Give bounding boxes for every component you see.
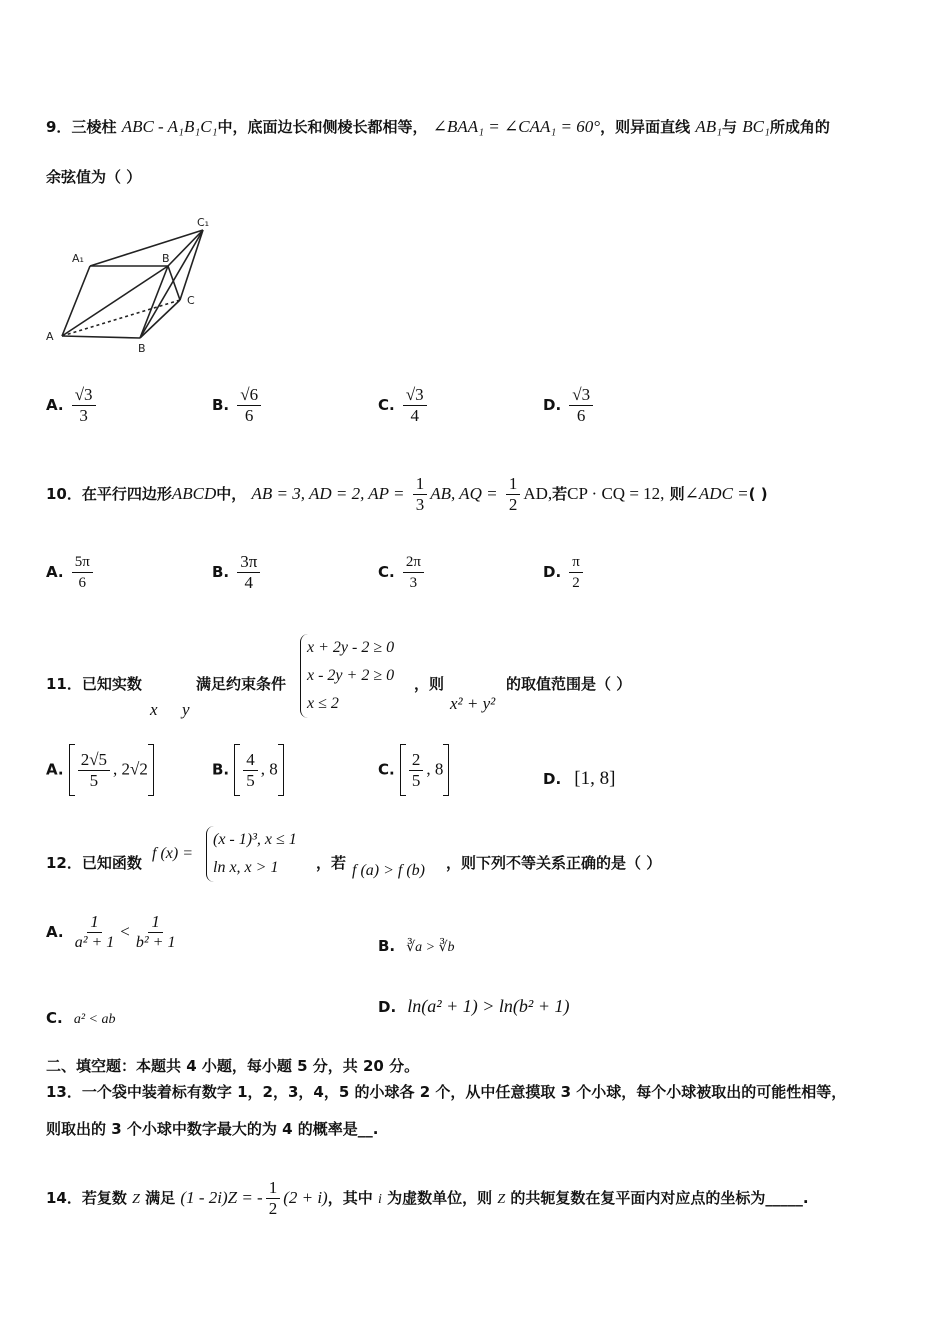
- q10-option-a-den: 6: [78, 575, 86, 591]
- q11-text-4: 的取值范围是（ ）: [506, 675, 632, 693]
- q11-expr: x² + y²: [450, 694, 496, 713]
- q9-option-c-den: 4: [410, 406, 419, 425]
- q10-option-a[interactable]: [46, 552, 96, 593]
- q11-option-a-num: 2√5: [78, 750, 110, 771]
- q12-option-a[interactable]: [46, 912, 181, 953]
- q12-option-b-text: ∛a > ∛b: [406, 940, 455, 955]
- fig-label-c1: C₁: [197, 216, 210, 229]
- q10-option-c-num: 2π: [403, 552, 424, 573]
- q9-option-b-num: √6: [237, 385, 261, 406]
- q11-option-b-den: 5: [246, 770, 255, 790]
- q11-option-c-num: 2: [409, 750, 424, 771]
- q12-option-d-label: D.: [378, 998, 397, 1016]
- fig-label-a: A: [46, 330, 54, 343]
- q10-option-b-label: B.: [212, 563, 230, 581]
- q10-option-a-num: 5π: [72, 552, 93, 573]
- fig-label-b: B: [138, 342, 146, 355]
- q14-math-2: (2 + i): [283, 1188, 328, 1207]
- q9-text-4: 与: [722, 118, 738, 136]
- q12-text-1: 已知函数: [81, 854, 142, 872]
- q11-option-b-tail: , 8: [260, 759, 278, 779]
- q9-option-a[interactable]: [46, 385, 99, 426]
- q10-option-b-den: 4: [244, 573, 254, 592]
- q9-option-c[interactable]: [378, 385, 430, 426]
- q10-math-dot: CP · CQ = 12,: [567, 484, 665, 503]
- q11-option-d-text: [1, 8]: [574, 768, 616, 789]
- q12-option-a-d1: a² + 1: [74, 934, 115, 951]
- q10-frac1-num: 1: [413, 474, 428, 495]
- q14-var-z2: Z: [497, 1192, 506, 1207]
- prism-figure: [40, 212, 230, 357]
- q12-option-a-op: <: [120, 922, 130, 941]
- q9-option-c-label: C.: [378, 396, 395, 414]
- q11-option-a-tail: , 2√2: [113, 759, 148, 779]
- q9-option-d-den: 6: [576, 406, 586, 425]
- q9-text-5: 所成角的: [769, 118, 830, 136]
- section-2-heading: 二、填空题：本题共 4 小题，每小题 5 分，共 20 分。: [46, 1057, 420, 1075]
- q12-text-2: ，若: [316, 854, 347, 872]
- q11-constraint-1: x + 2y - 2 ≥ 0: [307, 639, 395, 656]
- q14-frac-den: 2: [268, 1199, 278, 1218]
- q9-option-b[interactable]: [212, 385, 264, 426]
- q10-option-c-den: 3: [409, 575, 418, 591]
- q11-option-a-label: A.: [46, 760, 64, 779]
- q10-option-d-num: π: [569, 552, 583, 573]
- q10-text-3: 若: [552, 485, 568, 503]
- q11-number: 11．: [46, 675, 82, 693]
- q10-math-ad: AD,: [523, 484, 553, 503]
- q11-option-b-label: B.: [212, 760, 230, 779]
- q10-text-4: 则: [669, 485, 685, 503]
- q10-text-1: 在平行四边形: [81, 485, 172, 503]
- q10-text-2: 中，: [216, 485, 247, 503]
- q12-option-a-n2: 1: [148, 912, 163, 933]
- q12-piece-2: ln x, x > 1: [213, 859, 279, 876]
- q9-option-a-den: 3: [79, 406, 88, 425]
- q14-frac-num: 1: [266, 1178, 281, 1199]
- q11-option-a-den: 5: [89, 770, 99, 790]
- q9-math-prism: ABC - A₁B₁C₁: [121, 117, 218, 136]
- q9-text-1: 三棱柱: [71, 118, 117, 136]
- q11-constraint-2: x - 2y + 2 ≥ 0: [307, 667, 395, 684]
- q14-var-i: i: [377, 1192, 382, 1207]
- q14-text-4: 为虚数单位，则: [387, 1189, 493, 1207]
- q9-option-d[interactable]: [543, 385, 596, 426]
- q13-line-1: 13．一个袋中装着标有数字 1，2，3，4，5 的小球各 2 个，从中任意摸取 3 个小球，每个小球被取出的可能性相等，: [46, 1083, 847, 1101]
- q10-math-angle: ∠ADC =: [684, 484, 749, 503]
- q12-option-b[interactable]: [378, 936, 455, 956]
- q12-option-a-d2: b² + 1: [135, 934, 176, 951]
- fig-label-a1: A₁: [72, 252, 84, 265]
- q10-option-c[interactable]: [378, 552, 427, 593]
- q14-number: 14．: [46, 1189, 82, 1207]
- q14-text-1: 若复数: [81, 1189, 127, 1207]
- q12-option-b-label: B.: [378, 937, 396, 955]
- q12-number: 12．: [46, 854, 82, 872]
- q14-text-5: 的共轭复数在复平面内对应点的坐标为_____.: [510, 1189, 809, 1207]
- q14-text-2: 满足: [145, 1189, 176, 1207]
- q9-line-2: 余弦值为（ ）: [46, 168, 142, 186]
- q11-option-c-tail: , 8: [426, 759, 444, 779]
- q10-option-b[interactable]: [212, 552, 263, 593]
- q10-frac2-num: 1: [506, 474, 521, 495]
- q11-option-d-label: D.: [543, 770, 562, 788]
- q9-option-b-den: 6: [244, 406, 254, 425]
- q9-number: 9．: [46, 118, 72, 136]
- q12-option-c[interactable]: [46, 1008, 115, 1028]
- q11-option-c-den: 5: [411, 770, 421, 790]
- q11-text-2: 满足约束条件: [196, 675, 287, 693]
- q10-option-d[interactable]: [543, 552, 586, 593]
- q14-var-z: Z: [132, 1192, 140, 1207]
- q11-option-c-label: C.: [378, 760, 395, 779]
- q12-option-d[interactable]: [378, 996, 569, 1017]
- q10-option-a-label: A.: [46, 563, 64, 581]
- q10-text-5: ( ): [748, 485, 768, 503]
- q10-option-c-label: C.: [378, 563, 395, 581]
- q12-option-c-text: a² < ab: [73, 1012, 116, 1027]
- q12-option-a-label: A.: [46, 923, 64, 941]
- q14-math-1: (1 - 2i)Z = -: [180, 1188, 263, 1207]
- q10-number: 10．: [46, 485, 82, 503]
- q12-option-d-text: ln(a² + 1) > ln(b² + 1): [407, 996, 570, 1016]
- q12-piece-1: (x - 1)³, x ≤ 1: [213, 831, 297, 848]
- q9-option-d-label: D.: [543, 396, 562, 414]
- q9-math-bc1: BC₁: [742, 117, 770, 136]
- q11-option-d[interactable]: [543, 768, 615, 790]
- q11-var-y: y: [182, 700, 190, 719]
- q12-condition: f (a) > f (b): [352, 862, 425, 879]
- q10-frac1-den: 3: [415, 495, 425, 514]
- q10-option-d-den: 2: [572, 575, 580, 591]
- fig-label-c: C: [187, 294, 195, 307]
- q12-fx: f (x) =: [152, 845, 193, 862]
- q9-text-2: 中，底面边长和侧棱长都相等，: [217, 118, 428, 136]
- q11-text-1: 已知实数: [81, 675, 142, 693]
- q14-text-3: ，其中: [327, 1189, 373, 1207]
- q9-option-a-label: A.: [46, 396, 64, 414]
- q9-option-d-num: √3: [569, 385, 593, 406]
- q12-option-c-label: C.: [46, 1009, 63, 1027]
- fig-label-b1: B: [162, 252, 170, 265]
- q11-option-b[interactable]: [212, 744, 284, 796]
- q9-math-ab1: AB₁: [695, 117, 722, 136]
- q13-line-2: 则取出的 3 个小球中数字最大的为 4 的概率是__.: [46, 1120, 379, 1138]
- q12-option-a-n1: 1: [87, 912, 102, 933]
- q10-math-aq: AB, AQ =: [430, 484, 498, 503]
- q11-constraint-3: x ≤ 2: [307, 695, 339, 712]
- q11-option-a[interactable]: [46, 744, 154, 796]
- q9-option-c-num: √3: [403, 385, 427, 406]
- q12-text-3: ，则下列不等关系正确的是（ ）: [446, 854, 662, 872]
- q9-option-a-num: √3: [72, 385, 96, 406]
- q11-option-b-num: 4: [243, 750, 258, 771]
- q10-option-d-label: D.: [543, 563, 562, 581]
- q10-frac2-den: 2: [508, 495, 518, 514]
- q9-text-3: ，则异面直线: [600, 118, 691, 136]
- q9-math-angles: ∠BAA₁ = ∠CAA₁ = 60°: [432, 117, 601, 136]
- q9-option-b-label: B.: [212, 396, 230, 414]
- q11-var-x: x: [150, 700, 158, 719]
- q10-math-given: AB = 3, AD = 2, AP =: [251, 484, 405, 503]
- q10-option-b-num: 3π: [237, 552, 260, 573]
- q10-math-abcd: ABCD: [171, 484, 217, 503]
- q11-text-3: ，则: [414, 675, 445, 693]
- q11-option-c[interactable]: [378, 744, 449, 796]
